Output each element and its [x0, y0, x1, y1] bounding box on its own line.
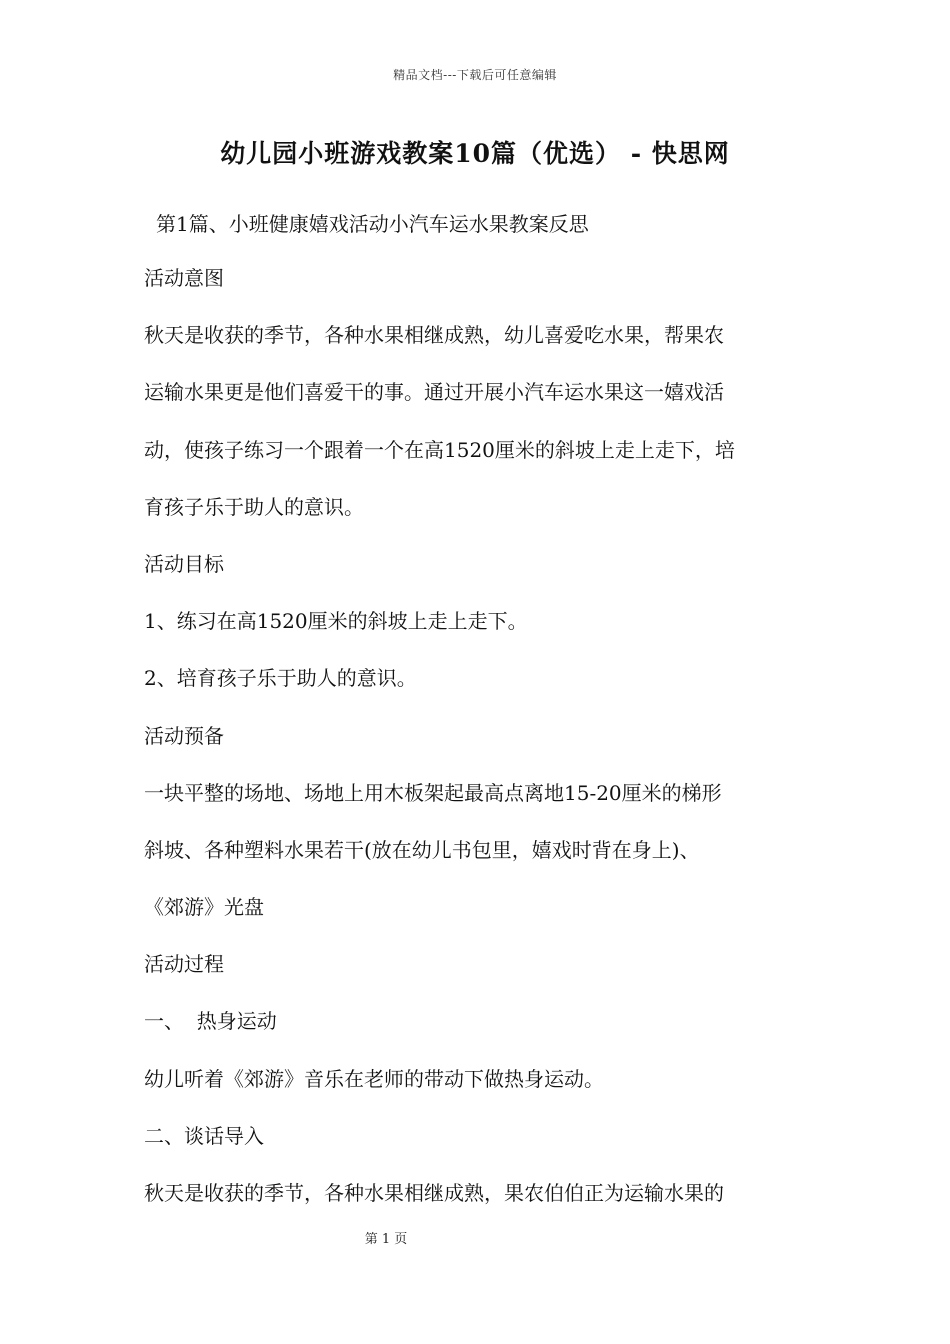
- document-header-note: 精品文档---下载后可任意编辑: [393, 68, 557, 82]
- heading-activity-goals: 活动目标: [144, 551, 224, 576]
- paragraph-line: 一块平整的场地、场地上用木板架起最高点离地15-20厘米的梯形: [144, 780, 722, 805]
- paragraph-line: 《郊游》光盘: [144, 895, 264, 920]
- paragraph-line: 斜坡、各种塑料水果若干(放在幼儿书包里，嬉戏时背在身上)、: [144, 837, 700, 862]
- paragraph-line: 幼儿听着《郊游》音乐在老师的带动下做热身运动。: [144, 1066, 604, 1091]
- heading-activity-intent: 活动意图: [144, 266, 224, 290]
- heading-activity-preparation: 活动预备: [144, 723, 224, 748]
- step-heading-warmup: 一、 热身运动: [144, 1009, 277, 1034]
- document-body: [144, 250, 808, 1222]
- paragraph-line: 运输水果更是他们喜爱干的事。通过开展小汽车运水果这一嬉戏活: [144, 380, 724, 405]
- paragraph-line: 秋天是收获的季节，各种水果相继成熟，果农伯伯正为运输水果的: [144, 1181, 724, 1205]
- paragraph-line: 动，使孩子练习一个跟着一个在高1520厘米的斜坡上走上走下，培: [144, 437, 735, 462]
- goal-item-1: 1、练习在高1520厘米的斜坡上走上走下。: [144, 609, 528, 634]
- step-heading-conversation: 二、谈话导入: [144, 1123, 264, 1148]
- heading-activity-process: 活动过程: [144, 952, 224, 977]
- document-title: 幼儿园小班游戏教案10篇（优选） - 快思网: [220, 139, 730, 168]
- page-number: 第 1 页: [364, 1232, 408, 1247]
- goal-item-2: 2、培育孩子乐于助人的意识。: [144, 666, 417, 691]
- paragraph-line: 育孩子乐于助人的意识。: [144, 494, 364, 519]
- section-title: 第1篇、小班健康嬉戏活动小汽车运水果教案反思: [156, 212, 589, 236]
- paragraph-line: 秋天是收获的季节，各种水果相继成熟，幼儿喜爱吃水果，帮果农: [144, 323, 724, 348]
